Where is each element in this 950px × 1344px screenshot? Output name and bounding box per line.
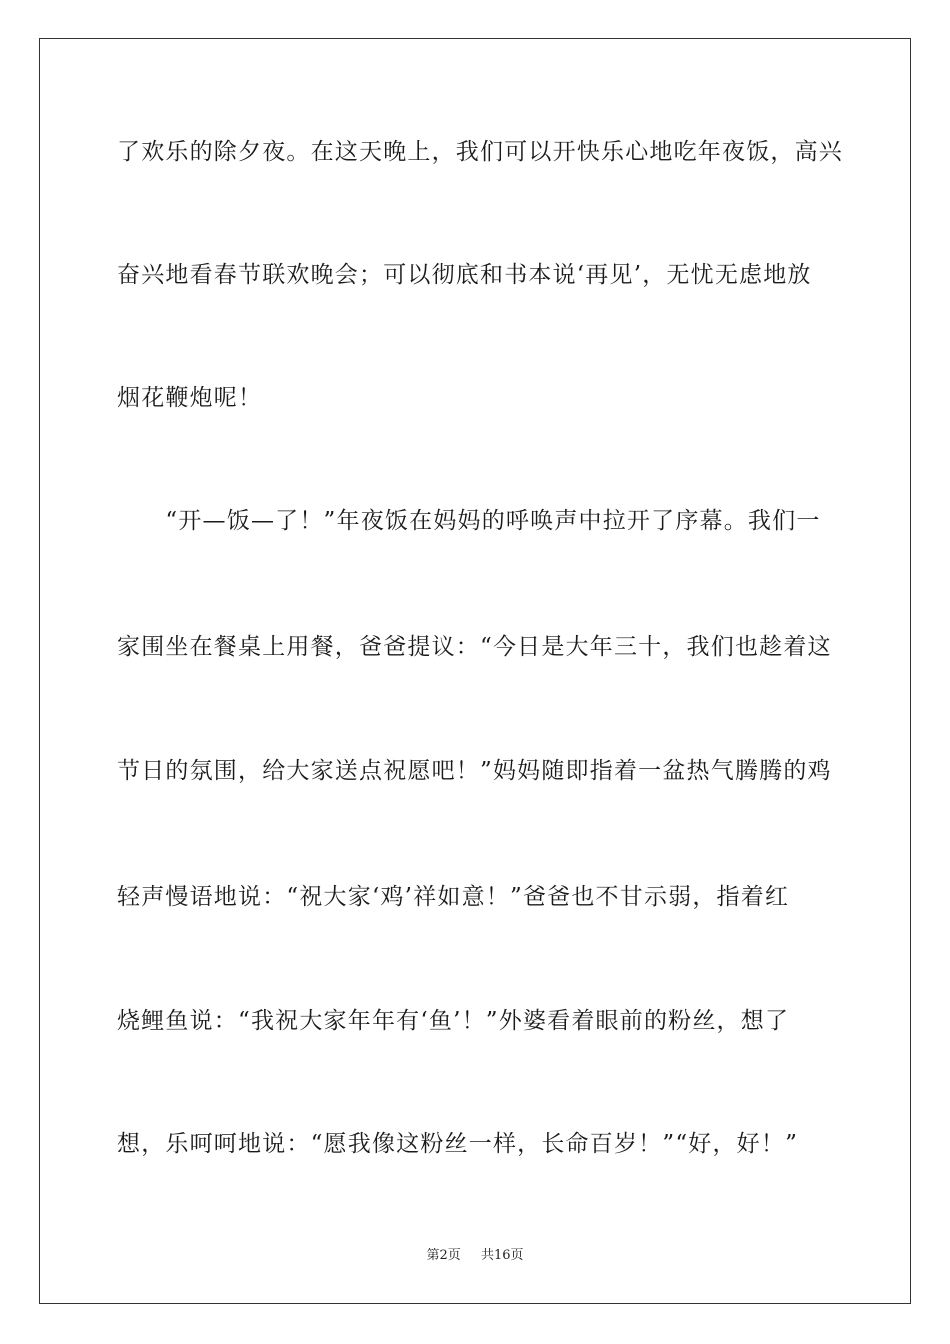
text-line: 烧鲤鱼说：“我祝大家年年有‘鱼’！”外婆看着眼前的粉丝，想了 [117, 1008, 790, 1034]
text-line: 节日的氛围，给大家送点祝愿吧！”妈妈随即指着一盆热气腾腾的鸡 [117, 758, 832, 784]
text-line: 烟花鞭炮呢！ [117, 385, 263, 411]
text-line: “开—饭—了！”年夜饭在妈妈的呼唤声中拉开了序幕。我们一 [117, 508, 821, 534]
page-number: 第2页 [426, 1248, 461, 1263]
text-line: 了欢乐的除夕夜。在这天晚上，我们可以开快乐心地吃年夜饭，高兴 [117, 139, 843, 165]
page-total: 共16页 [480, 1248, 524, 1263]
page-border [39, 38, 911, 1304]
text-line: 奋兴地看春节联欢晚会；可以彻底和书本说‘再见’，无忧无虑地放 [117, 262, 812, 288]
page-footer [0, 1247, 950, 1265]
text-line: 轻声慢语地说：“祝大家‘鸡’祥如意！”爸爸也不甘示弱，指着红 [117, 884, 790, 910]
text-line: 想，乐呵呵地说：“愿我像这粉丝一样，长命百岁！”“好，好！” [117, 1131, 799, 1157]
text-line: 家围坐在餐桌上用餐，爸爸提议：“今日是大年三十，我们也趁着这 [117, 634, 832, 660]
